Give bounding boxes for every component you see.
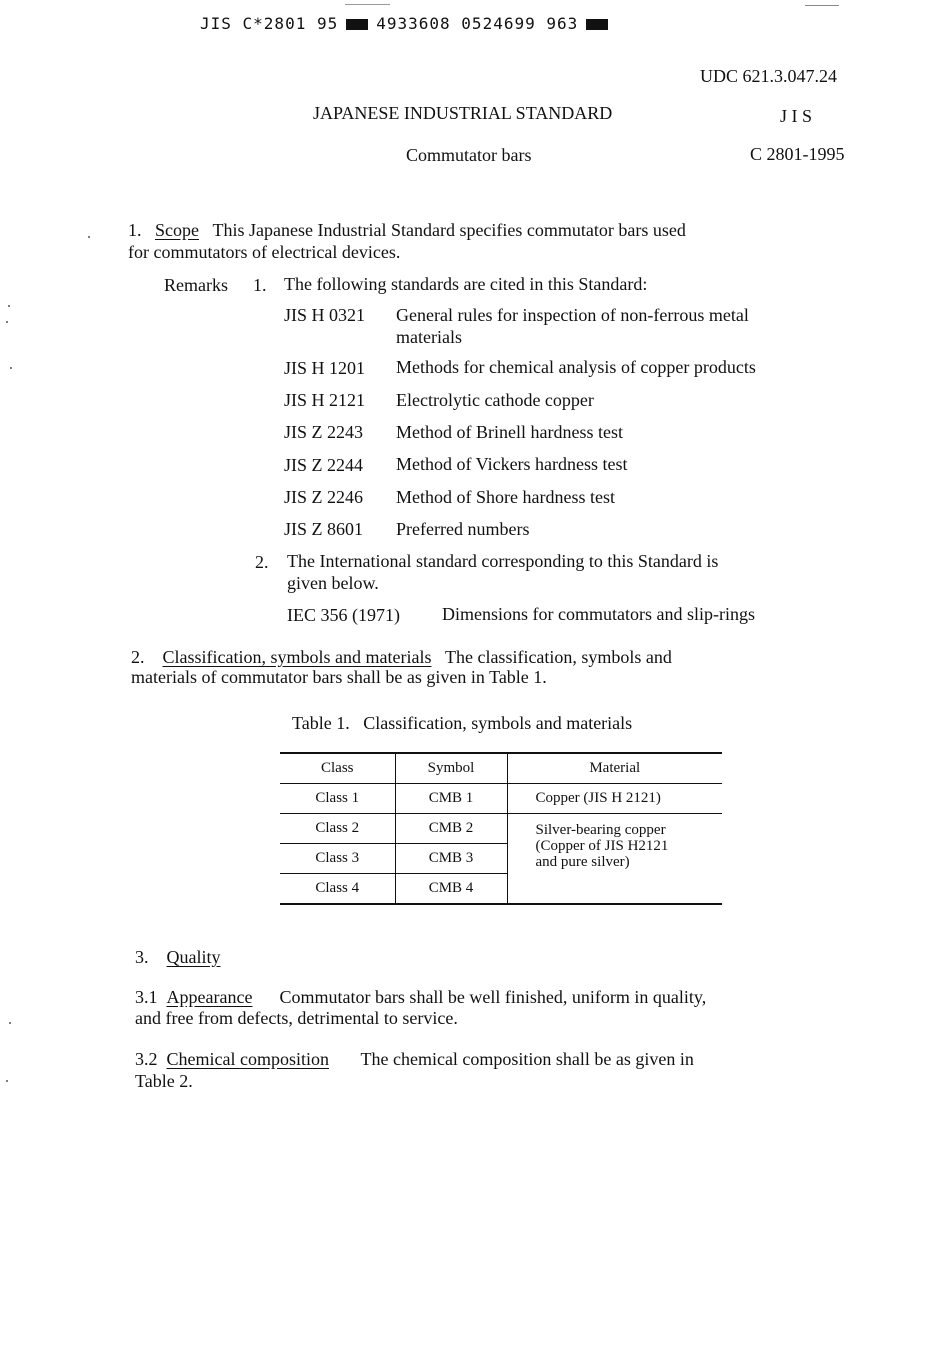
subsection-heading: Appearance [166, 987, 253, 1007]
cited-standard-code: JIS Z 2246 [284, 487, 364, 507]
section-3-heading-line [135, 946, 221, 968]
cited-standard-title: Method of Shore hardness test [396, 487, 615, 507]
section-3-1-line1 [135, 986, 706, 1008]
scan-speck [6, 321, 8, 323]
udc-number: UDC 621.3.047.24 [700, 66, 838, 86]
cited-standard-title-cont: materials [396, 327, 462, 347]
symbol-cell: CMB 4 [395, 874, 507, 905]
remarks-item-text: The International standard corresponding to this Standard is [287, 551, 719, 571]
class-cell: Class 3 [280, 844, 395, 874]
column-header-material: Material [507, 753, 722, 784]
jis-label: J I S [780, 106, 813, 126]
section-number: 1. [128, 220, 142, 240]
symbol-cell: CMB 1 [395, 784, 507, 814]
material-cell [507, 814, 722, 905]
scan-speck [8, 305, 10, 307]
class-cell: Class 2 [280, 814, 395, 844]
classification-table [280, 752, 722, 905]
subsection-text: The chemical composition shall be as given in [360, 1049, 694, 1069]
scan-line-artifact [805, 5, 839, 6]
cited-standard-code: JIS Z 2243 [284, 422, 364, 442]
cited-standard-code: JIS H 1201 [284, 358, 366, 378]
section-1-line1 [128, 219, 686, 241]
cited-standard-code: JIS H 2121 [284, 390, 366, 410]
cited-standard-title: Method of Brinell hardness test [396, 422, 623, 442]
class-cell: Class 1 [280, 784, 395, 814]
iec-standard-title: Dimensions for commutators and slip-rings [442, 604, 755, 624]
table-row [280, 814, 722, 844]
section-text: This Japanese Industrial Standard specifies commutator bars used [212, 220, 686, 240]
remarks-item-text: The following standards are cited in this Standard: [284, 274, 648, 294]
scan-line-artifact [345, 4, 390, 5]
section-2-line1 [131, 646, 672, 668]
material-line: Silver-bearing copper [535, 822, 666, 838]
column-header-symbol: Symbol [395, 753, 507, 784]
material-line: (Copper of JIS H2121 [535, 838, 669, 854]
subsection-number: 3.1 [135, 987, 158, 1007]
document-number: C 2801-1995 [750, 144, 845, 164]
remarks-item-text-cont: given below. [287, 573, 379, 593]
table-row [280, 784, 722, 814]
section-2-line2: materials of commutator bars shall be as given in Table 1. [131, 667, 547, 687]
material-cell: Copper (JIS H 2121) [507, 784, 722, 814]
cited-standard-title: Electrolytic cathode copper [396, 390, 594, 410]
scan-speck [6, 1080, 8, 1082]
remarks-label: Remarks [164, 275, 228, 295]
cited-standard-title: Methods for chemical analysis of copper products [396, 357, 756, 377]
material-line: and pure silver) [535, 854, 630, 870]
block-mark [346, 19, 368, 30]
section-1-line2: for commutators of electrical devices. [128, 242, 401, 262]
section-number: 2. [131, 647, 145, 667]
scan-speck [9, 1022, 11, 1024]
remarks-item-number: 2. [255, 552, 269, 572]
document-id-part1: JIS C*2801 95 [200, 14, 339, 33]
section-number: 3. [135, 947, 149, 967]
section-text: The classification, symbols and [444, 647, 672, 667]
standard-organization: JAPANESE INDUSTRIAL STANDARD [313, 103, 613, 123]
table-caption: Table 1. Classification, symbols and materials [292, 713, 633, 733]
remarks-item-number: 1. [253, 275, 267, 295]
cited-standard-title: Method of Vickers hardness test [396, 454, 628, 474]
symbol-cell: CMB 2 [395, 814, 507, 844]
subsection-text: Commutator bars shall be well finished, uniform in quality, [279, 987, 707, 1007]
iec-standard-code: IEC 356 (1971) [287, 605, 400, 625]
section-heading: Scope [155, 220, 199, 240]
section-3-2-line2: Table 2. [135, 1071, 193, 1091]
scan-speck [88, 236, 90, 238]
block-mark [586, 19, 608, 30]
subsection-number: 3.2 [135, 1049, 158, 1069]
scan-speck [10, 367, 12, 369]
cited-standard-code: JIS H 0321 [284, 305, 366, 325]
cited-standard-title: Preferred numbers [396, 519, 530, 539]
symbol-cell: CMB 3 [395, 844, 507, 874]
document-id-part2: 4933608 0524699 963 [376, 14, 579, 33]
column-header-class: Class [280, 753, 395, 784]
cited-standard-code: JIS Z 8601 [284, 519, 364, 539]
cited-standard-code: JIS Z 2244 [284, 455, 364, 475]
table-header-row [280, 753, 722, 784]
document-id-code [200, 14, 616, 33]
class-cell: Class 4 [280, 874, 395, 905]
section-3-2-line1 [135, 1048, 694, 1070]
document-title: Commutator bars [406, 145, 532, 165]
section-heading: Classification, symbols and materials [162, 647, 432, 667]
subsection-heading: Chemical composition [166, 1049, 329, 1069]
section-heading: Quality [166, 947, 221, 967]
section-3-1-line2: and free from defects, detrimental to service. [135, 1008, 458, 1028]
cited-standard-title: General rules for inspection of non-ferrous metal [396, 305, 749, 325]
